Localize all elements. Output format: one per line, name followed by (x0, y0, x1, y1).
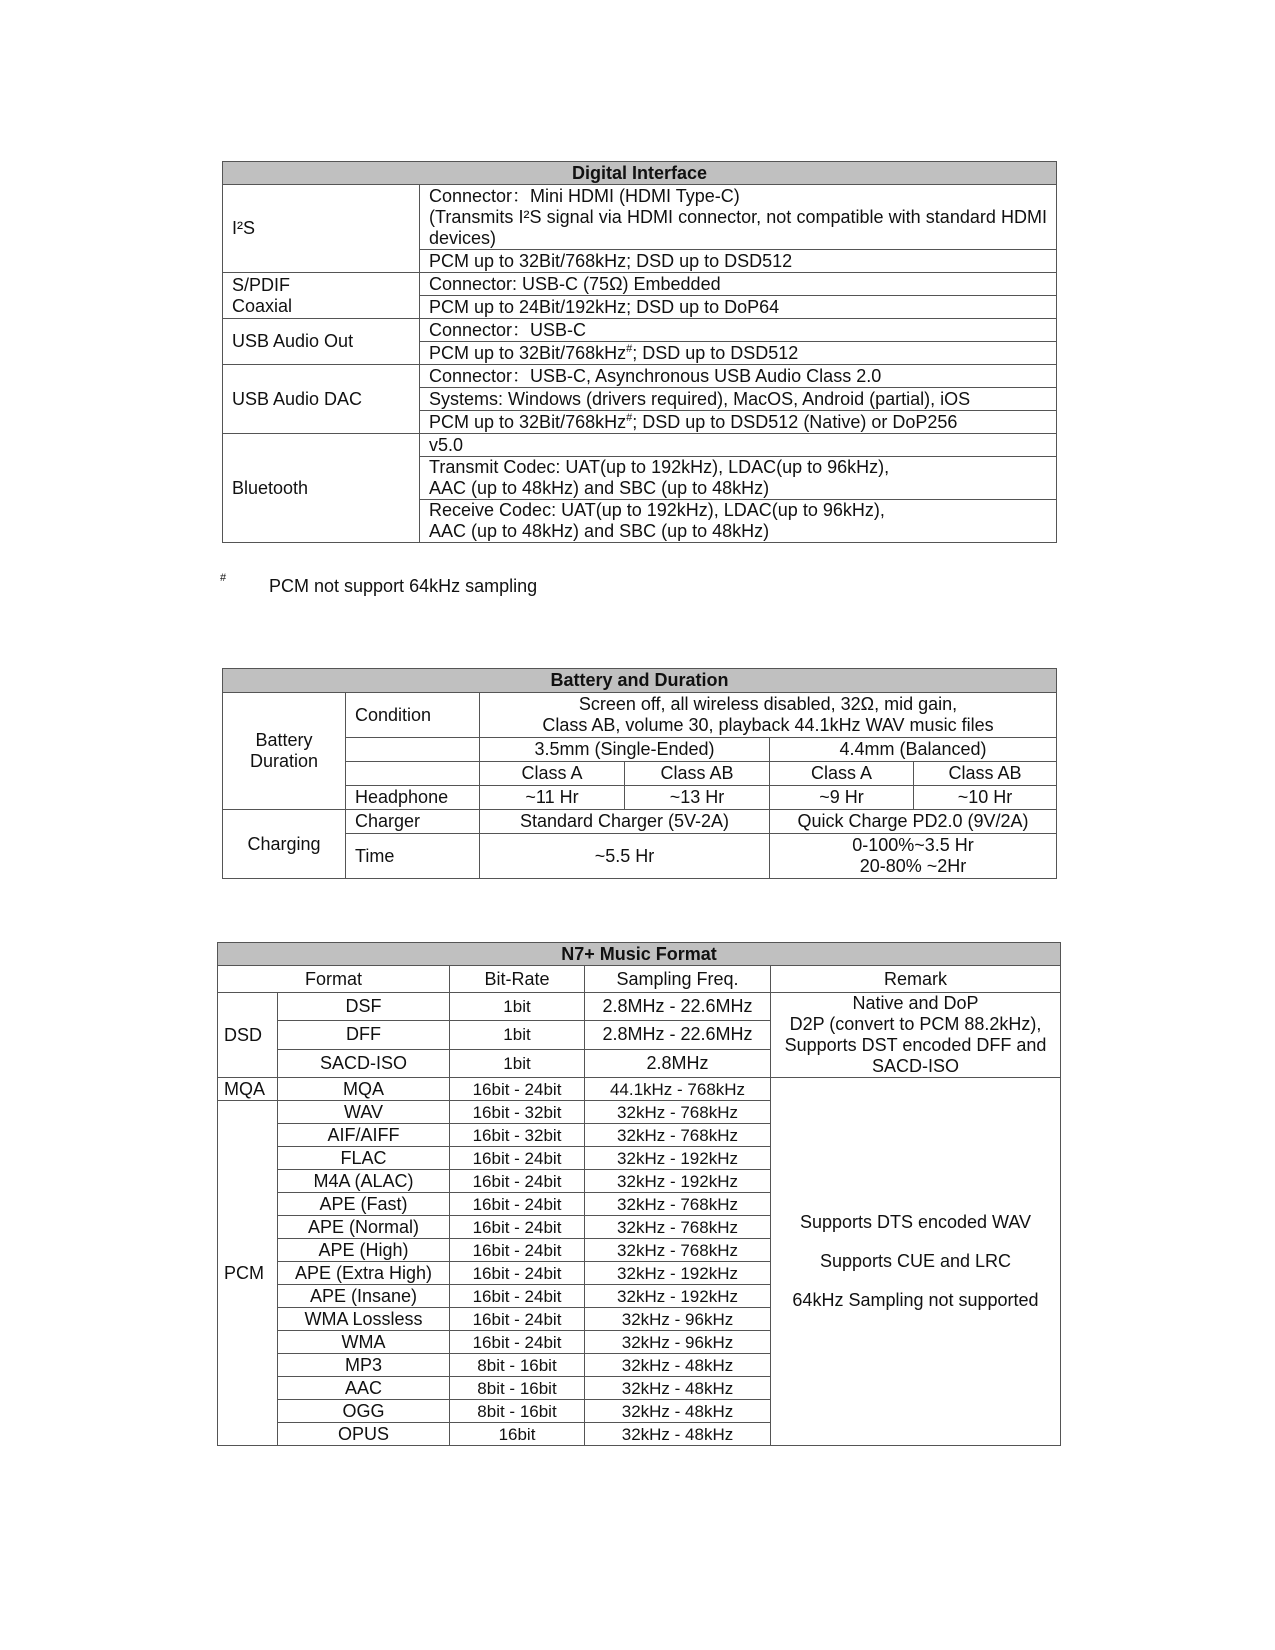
bitrate-cell: 16bit - 32bit (450, 1101, 585, 1124)
spec-line: Receive Codec: UAT(up to 192kHz), LDAC(up to 96kHz), (429, 500, 885, 520)
sampling-cell: 32kHz - 768kHz (585, 1239, 771, 1262)
bitrate-cell: 16bit - 24bit (450, 1262, 585, 1285)
spec-text: ; DSD up to DSD512 (632, 342, 799, 363)
bitrate-cell: 1bit (450, 1049, 585, 1077)
sampling-cell: 32kHz - 768kHz (585, 1193, 771, 1216)
duration-value: ~9 Hr (770, 786, 914, 810)
spec-cell: Systems: Windows (drivers required), MacOS, Android (partial), iOS (420, 388, 1057, 411)
bitrate-cell: 16bit - 24bit (450, 1147, 585, 1170)
format-cell: APE (Fast) (278, 1193, 450, 1216)
row-label-usb-audio-dac: USB Audio DAC (223, 365, 420, 434)
remark-line: Native and DoP (852, 993, 979, 1013)
group-label-dsd: DSD (218, 993, 278, 1078)
sampling-cell: 32kHz - 192kHz (585, 1170, 771, 1193)
sampling-cell: 32kHz - 768kHz (585, 1124, 771, 1147)
sampling-cell: 32kHz - 768kHz (585, 1101, 771, 1124)
row-label-i2s: I²S (223, 185, 420, 273)
remark-line: Supports DTS encoded WAV (799, 1212, 1032, 1232)
output-single-ended: 3.5mm (Single-Ended) (480, 738, 770, 762)
bitrate-cell: 8bit - 16bit (450, 1377, 585, 1400)
time-line: 20-80% ~2Hr (859, 856, 967, 876)
spec-cell (420, 457, 1057, 500)
bitrate-cell: 8bit - 16bit (450, 1354, 585, 1377)
condition-line: Screen off, all wireless disabled, 32Ω, mid gain, (578, 694, 958, 714)
spec-cell: v5.0 (420, 434, 1057, 457)
row-label-spdif (223, 273, 420, 319)
col-header-bitrate: Bit-Rate (450, 966, 585, 993)
col-header-remark: Remark (771, 966, 1061, 993)
format-cell: FLAC (278, 1147, 450, 1170)
remark-line: Supports CUE and LRC (819, 1251, 1012, 1271)
table-title: N7+ Music Format (218, 943, 1061, 966)
format-cell: WMA (278, 1331, 450, 1354)
class-header: Class A (480, 762, 625, 786)
condition-line: Class AB, volume 30, playback 44.1kHz WAV music files (542, 715, 994, 735)
group-label-pcm: PCM (218, 1101, 278, 1446)
headphone-label: Headphone (346, 786, 480, 810)
empty-cell (346, 738, 480, 762)
music-format-table (217, 942, 1061, 1446)
footnote-mark: # (626, 342, 633, 355)
spec-cell: Connector：USB-C, Asynchronous USB Audio Class 2.0 (420, 365, 1057, 388)
sampling-cell: 32kHz - 48kHz (585, 1400, 771, 1423)
group-label-mqa: MQA (218, 1078, 278, 1101)
remark-dsd (771, 993, 1061, 1078)
label-line: Coaxial (232, 295, 293, 316)
spec-cell (420, 185, 1057, 250)
bitrate-cell: 16bit - 24bit (450, 1285, 585, 1308)
spec-text: PCM up to 32Bit/768kHz (429, 342, 627, 363)
spec-text: PCM up to 32Bit/768kHz (429, 411, 627, 432)
bitrate-cell: 1bit (450, 993, 585, 1021)
charging-label: Charging (223, 810, 346, 879)
sampling-cell: 2.8MHz - 22.6MHz (585, 1021, 771, 1049)
bitrate-cell: 16bit (450, 1423, 585, 1446)
charger-quick: Quick Charge PD2.0 (9V/2A) (770, 810, 1057, 834)
i2s-note: (Transmits I²S signal via HDMI connector, not compatible with standard HDMI devices) (429, 206, 1047, 248)
time-standard: ~5.5 Hr (480, 834, 770, 879)
format-cell: APE (Insane) (278, 1285, 450, 1308)
label-line: Battery (255, 730, 313, 750)
format-cell: APE (Extra High) (278, 1262, 450, 1285)
remark-line: 64kHz Sampling not supported (792, 1290, 1039, 1310)
spec-cell (420, 500, 1057, 543)
sampling-cell: 2.8MHz - 22.6MHz (585, 993, 771, 1021)
sampling-cell: 32kHz - 768kHz (585, 1216, 771, 1239)
digital-interface-table (222, 161, 1057, 543)
output-balanced: 4.4mm (Balanced) (770, 738, 1057, 762)
spec-text: ; DSD up to DSD512 (Native) or DoP256 (632, 411, 958, 432)
spec-cell: Connector：USB-C (420, 319, 1057, 342)
sampling-cell: 32kHz - 96kHz (585, 1331, 771, 1354)
sampling-cell: 32kHz - 192kHz (585, 1285, 771, 1308)
time-quick (770, 834, 1057, 879)
bitrate-cell: 16bit - 24bit (450, 1078, 585, 1101)
charger-standard: Standard Charger (5V-2A) (480, 810, 770, 834)
table-title: Digital Interface (223, 162, 1057, 185)
spec-line: AAC (up to 48kHz) and SBC (up to 48kHz) (429, 521, 770, 541)
duration-value: ~10 Hr (914, 786, 1057, 810)
empty-cell (346, 762, 480, 786)
time-label: Time (346, 834, 480, 879)
remark-pcm (771, 1078, 1061, 1446)
label-line: Duration (249, 751, 319, 771)
remark-line: D2P (convert to PCM 88.2kHz), (789, 1014, 1042, 1034)
row-label-bluetooth: Bluetooth (223, 434, 420, 543)
bitrate-cell: 16bit - 24bit (450, 1193, 585, 1216)
spec-cell: PCM up to 32Bit/768kHz; DSD up to DSD512 (420, 250, 1057, 273)
bitrate-cell: 1bit (450, 1021, 585, 1049)
label-line: S/PDIF (232, 274, 291, 295)
format-cell: OGG (278, 1400, 450, 1423)
spec-line: AAC (up to 48kHz) and SBC (up to 48kHz) (429, 478, 770, 498)
sampling-cell: 2.8MHz (585, 1049, 771, 1077)
spec-cell (420, 342, 1057, 365)
footnote-mark: # (626, 411, 633, 424)
condition-label: Condition (346, 693, 480, 738)
footnote-mark: # (220, 572, 227, 584)
bitrate-cell: 8bit - 16bit (450, 1400, 585, 1423)
battery-duration-table (222, 668, 1057, 879)
format-cell: DFF (278, 1021, 450, 1049)
battery-duration-label (223, 693, 346, 810)
bitrate-cell: 16bit - 24bit (450, 1239, 585, 1262)
sampling-cell: 32kHz - 48kHz (585, 1423, 771, 1446)
col-header-format: Format (218, 966, 450, 993)
duration-value: ~13 Hr (625, 786, 770, 810)
bitrate-cell: 16bit - 32bit (450, 1124, 585, 1147)
format-cell: OPUS (278, 1423, 450, 1446)
spec-cell: Connector: USB-C (75Ω) Embedded (420, 273, 1057, 296)
format-cell: SACD-ISO (278, 1049, 450, 1077)
format-cell: DSF (278, 993, 450, 1021)
class-header: Class AB (625, 762, 770, 786)
format-cell: AAC (278, 1377, 450, 1400)
format-cell: WMA Lossless (278, 1308, 450, 1331)
format-cell: M4A (ALAC) (278, 1170, 450, 1193)
spec-cell: PCM up to 24Bit/192kHz; DSD up to DoP64 (420, 296, 1057, 319)
format-cell: MQA (278, 1078, 450, 1101)
col-header-sampling: Sampling Freq. (585, 966, 771, 993)
format-cell: APE (High) (278, 1239, 450, 1262)
spec-cell (420, 411, 1057, 434)
sampling-cell: 32kHz - 192kHz (585, 1262, 771, 1285)
condition-value (480, 693, 1057, 738)
time-line: 0-100%~3.5 Hr (852, 835, 974, 855)
class-header: Class AB (914, 762, 1057, 786)
sampling-cell: 32kHz - 48kHz (585, 1354, 771, 1377)
bitrate-cell: 16bit - 24bit (450, 1308, 585, 1331)
charger-label: Charger (346, 810, 480, 834)
sampling-cell: 44.1kHz - 768kHz (585, 1078, 771, 1101)
row-label-usb-audio-out: USB Audio Out (223, 319, 420, 365)
bitrate-cell: 16bit - 24bit (450, 1170, 585, 1193)
class-header: Class A (770, 762, 914, 786)
spec-line: Transmit Codec: UAT(up to 192kHz), LDAC(up to 96kHz), (429, 457, 890, 477)
format-cell: WAV (278, 1101, 450, 1124)
format-cell: APE (Normal) (278, 1216, 450, 1239)
sampling-cell: 32kHz - 192kHz (585, 1147, 771, 1170)
footnote-text: PCM not support 64kHz sampling (269, 576, 538, 596)
remark-line: SACD-ISO (871, 1056, 959, 1076)
format-cell: AIF/AIFF (278, 1124, 450, 1147)
duration-value: ~11 Hr (480, 786, 625, 810)
i2s-connector: Connector：Mini HDMI (HDMI Type-C) (429, 185, 740, 206)
remark-line: Supports DST encoded DFF and (784, 1035, 1047, 1055)
table-title: Battery and Duration (223, 669, 1057, 693)
sampling-cell: 32kHz - 96kHz (585, 1308, 771, 1331)
bitrate-cell: 16bit - 24bit (450, 1331, 585, 1354)
bitrate-cell: 16bit - 24bit (450, 1216, 585, 1239)
sampling-cell: 32kHz - 48kHz (585, 1377, 771, 1400)
format-cell: MP3 (278, 1354, 450, 1377)
